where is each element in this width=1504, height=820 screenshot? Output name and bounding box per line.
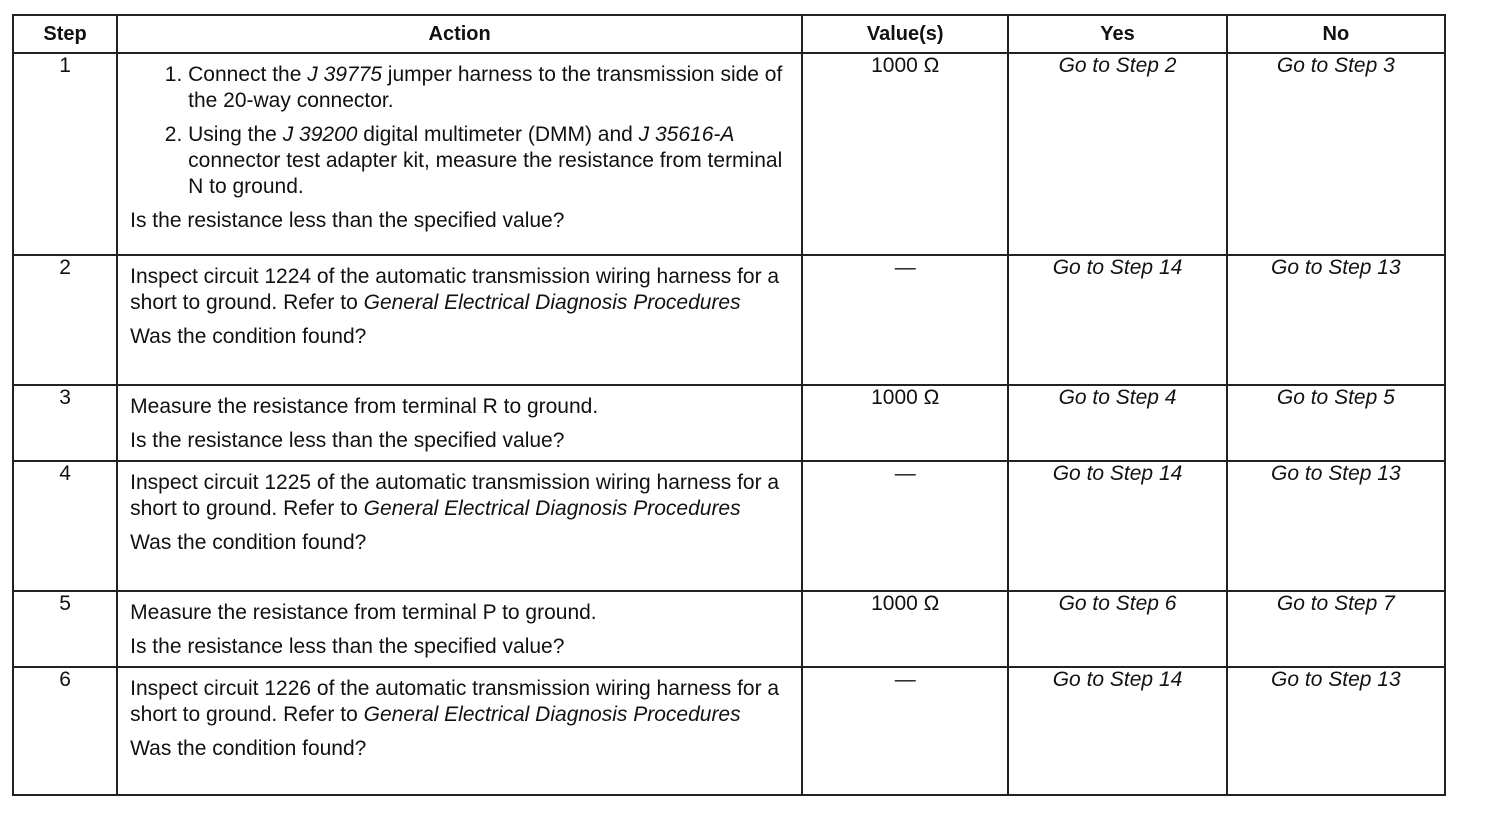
tool-reference: J 39775 [307, 63, 382, 86]
table-row [13, 667, 1445, 795]
step-number: 5 [13, 591, 117, 667]
yes-link[interactable]: Go to Step 14 [1008, 461, 1226, 591]
yes-link[interactable]: Go to Step 14 [1008, 255, 1226, 385]
no-link[interactable]: Go to Step 13 [1227, 255, 1445, 385]
no-link[interactable]: Go to Step 13 [1227, 667, 1445, 795]
action-cell [117, 461, 802, 591]
no-link[interactable]: Go to Step 7 [1227, 591, 1445, 667]
procedure-reference[interactable]: General Electrical Diagnosis Procedures [363, 497, 741, 520]
no-link[interactable]: Go to Step 13 [1227, 461, 1445, 591]
table-row [13, 591, 1445, 667]
action-step-item: 1. Connect the J 39775 jumper harness to the transmission side of the 20-way connector. [188, 62, 791, 114]
action-cell [117, 53, 802, 255]
table-row [13, 53, 1445, 255]
action-question: Was the condition found? [130, 325, 367, 348]
header-action: Action [117, 15, 802, 53]
action-text: Inspect circuit 1225 of the automatic transmission wiring harness for a short to ground. Refer to General Electrical Diagnosis Procedures [130, 471, 780, 520]
header-values: Value(s) [802, 15, 1008, 53]
header-no: No [1227, 15, 1445, 53]
header-step: Step [13, 15, 117, 53]
action-cell [117, 255, 802, 385]
action-text: Measure the resistance from terminal P to ground. [130, 601, 597, 624]
step-number: 1 [13, 53, 117, 255]
step-number: 4 [13, 461, 117, 591]
table-row [13, 255, 1445, 385]
tool-reference: J 39200 [282, 123, 358, 146]
action-step-item: 2. Using the J 39200 digital multimeter (DMM) and J 35616-A connector test adapter kit, measure the resistance from terminal N to ground. [188, 122, 791, 200]
action-cell [117, 385, 802, 461]
action-steps-list [130, 62, 791, 200]
yes-link[interactable]: Go to Step 2 [1008, 53, 1226, 255]
no-link[interactable]: Go to Step 5 [1227, 385, 1445, 461]
action-question: Is the resistance less than the specified value? [130, 429, 565, 452]
procedure-reference[interactable]: General Electrical Diagnosis Procedures [363, 703, 741, 726]
action-cell [117, 591, 802, 667]
value-cell: — [802, 461, 1008, 591]
action-question: Was the condition found? [130, 531, 367, 554]
value-cell: — [802, 255, 1008, 385]
value-cell: 1000 Ω [802, 385, 1008, 461]
action-question: Is the resistance less than the specified value? [130, 209, 565, 232]
procedure-reference[interactable]: General Electrical Diagnosis Procedures [363, 291, 741, 314]
header-yes: Yes [1008, 15, 1226, 53]
action-question: Was the condition found? [130, 737, 367, 760]
action-text: Inspect circuit 1224 of the automatic transmission wiring harness for a short to ground. Refer to General Electrical Diagnosis Procedures [130, 265, 780, 314]
yes-link[interactable]: Go to Step 4 [1008, 385, 1226, 461]
yes-link[interactable]: Go to Step 6 [1008, 591, 1226, 667]
action-cell [117, 667, 802, 795]
action-text: Inspect circuit 1226 of the automatic transmission wiring harness for a short to ground. Refer to General Electrical Diagnosis Procedures [130, 677, 780, 726]
no-link[interactable]: Go to Step 3 [1227, 53, 1445, 255]
step-number: 3 [13, 385, 117, 461]
action-text: Measure the resistance from terminal R to ground. [130, 395, 599, 418]
step-number: 2 [13, 255, 117, 385]
action-question: Is the resistance less than the specified value? [130, 635, 565, 658]
value-cell: 1000 Ω [802, 591, 1008, 667]
tool-reference: J 35616-A [638, 123, 735, 146]
step-number: 6 [13, 667, 117, 795]
table-header-row [13, 15, 1445, 53]
diagnostic-table [12, 14, 1446, 796]
yes-link[interactable]: Go to Step 14 [1008, 667, 1226, 795]
table-row [13, 461, 1445, 591]
table-row [13, 385, 1445, 461]
value-cell: 1000 Ω [802, 53, 1008, 255]
value-cell: — [802, 667, 1008, 795]
